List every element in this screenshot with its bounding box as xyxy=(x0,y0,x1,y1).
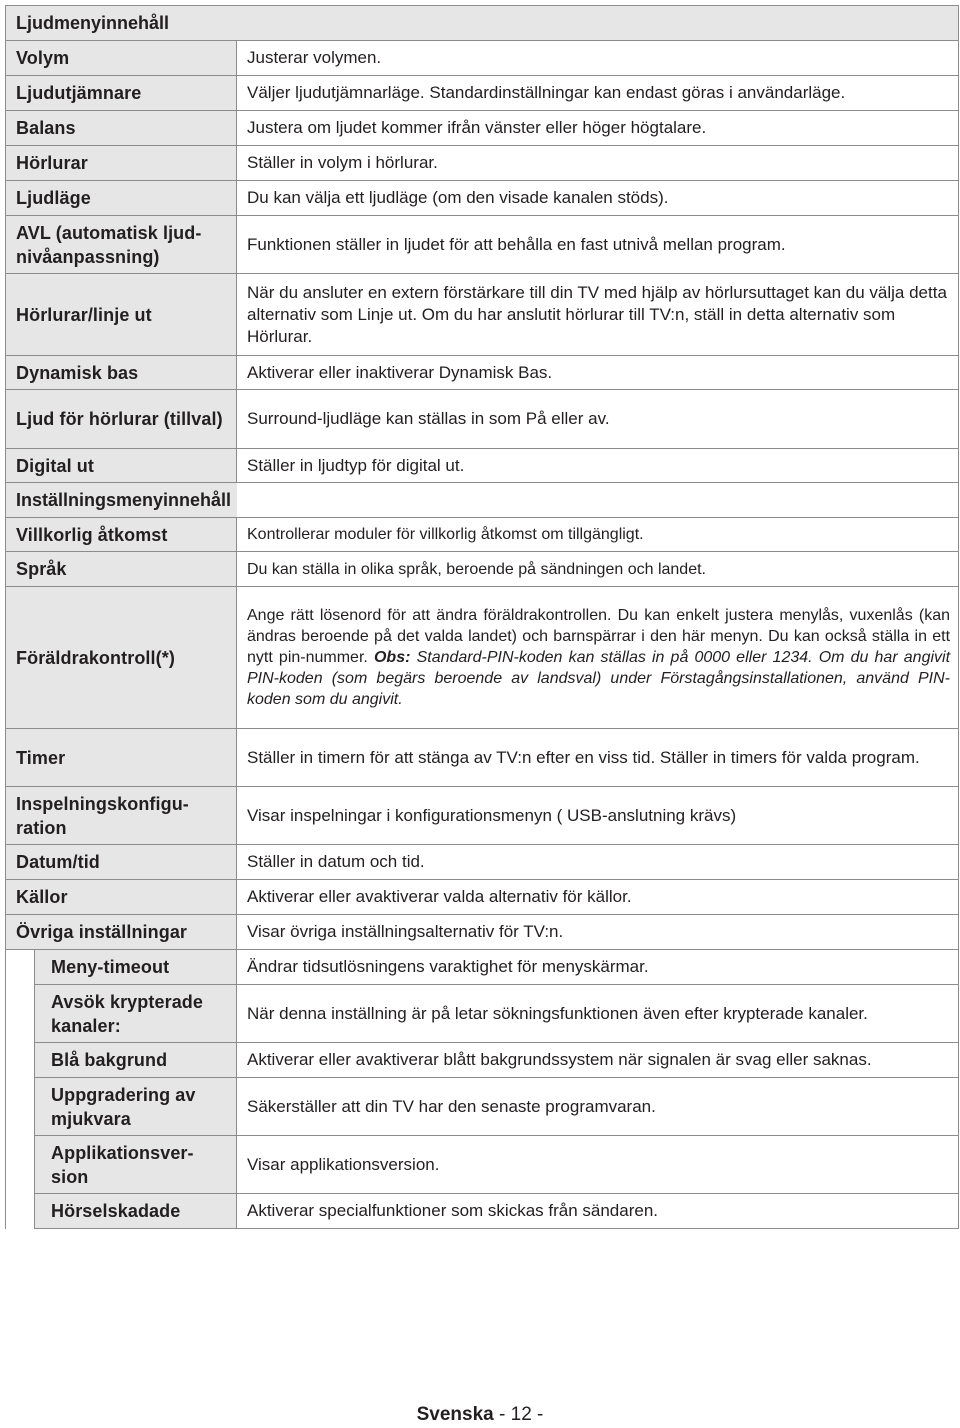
note-label: Obs: xyxy=(373,649,411,666)
sub-rows-gutter xyxy=(6,950,35,1229)
row-description: Säkerställer att din TV har den senaste programvaran. xyxy=(237,1078,959,1136)
table-row xyxy=(6,985,959,1043)
row-label: Inspelningskonfigu-ration xyxy=(6,787,237,845)
table-row xyxy=(6,845,959,880)
row-label: Källor xyxy=(6,880,237,915)
table-row xyxy=(6,1194,959,1229)
row-label: Hörlurar/linje ut xyxy=(6,274,237,356)
table-row xyxy=(6,146,959,181)
row-description: Funktionen ställer in ljudet för att behålla en fast utnivå mellan program. xyxy=(237,216,959,274)
parental-description: Ange rätt lösenord för att ändra föräldrakontrollen. Du kan enkelt justera menylås, vuxenlås (kan ändras beroende på det valda landet) och barnspärrar i den här menyn. Du kan också ställa in ett nytt pin-nummer. xyxy=(247,607,951,666)
table-row xyxy=(6,729,959,787)
row-label: Digital ut xyxy=(6,449,237,483)
row-label: Ljudutjämnare xyxy=(6,76,237,111)
table-row xyxy=(6,915,959,950)
table-row xyxy=(6,390,959,449)
section-header-row xyxy=(6,6,959,41)
row-label: Övriga inställningar xyxy=(6,915,237,950)
row-description: Du kan ställa in olika språk, beroende på sändningen och landet. xyxy=(237,552,959,587)
table-row xyxy=(6,216,959,274)
table-row xyxy=(6,111,959,146)
footer-language: Svenska xyxy=(416,1404,494,1425)
menu-content-table xyxy=(5,5,959,1229)
table-row xyxy=(6,449,959,483)
row-description: Ställer in datum och tid. xyxy=(237,845,959,880)
row-description: Ställer in volym i hörlurar. xyxy=(237,146,959,181)
row-description: Visar övriga inställningsalternativ för TV:n. xyxy=(237,915,959,950)
note-text: Standard-PIN-koden kan ställas in på 0000 eller 1234. Om du har angivit PIN-koden (som begärs beroende av landsval) under Förstagångsinstallationen, använd PIN-koden som du angivit. xyxy=(247,649,951,708)
table-row xyxy=(6,41,959,76)
row-description: Justerar volymen. xyxy=(237,41,959,76)
page-footer xyxy=(0,1404,960,1426)
row-label: Meny-timeout xyxy=(35,950,237,985)
row-description: Visar applikationsversion. xyxy=(237,1136,959,1194)
table-row xyxy=(6,1043,959,1078)
row-description: Aktiverar eller inaktiverar Dynamisk Bas. xyxy=(237,356,959,390)
row-label: Timer xyxy=(6,729,237,787)
row-label: Ljud för hörlurar (tillval) xyxy=(6,390,237,449)
table-row xyxy=(6,880,959,915)
table-row xyxy=(6,76,959,111)
row-description: Aktiverar specialfunktioner som skickas från sändaren. xyxy=(237,1194,959,1229)
table-row xyxy=(6,1078,959,1136)
row-description: Surround-ljudläge kan ställas in som På eller av. xyxy=(237,390,959,449)
row-label: Volym xyxy=(6,41,237,76)
row-description: När denna inställning är på letar sökningsfunktionen även efter krypterade kanaler. xyxy=(237,985,959,1043)
row-label: Dynamisk bas xyxy=(6,356,237,390)
row-label: Blå bakgrund xyxy=(35,1043,237,1078)
row-description: Justera om ljudet kommer ifrån vänster eller höger högtalare. xyxy=(237,111,959,146)
table-row xyxy=(6,552,959,587)
row-description: Kontrollerar moduler för villkorlig åtkomst om tillgängligt. xyxy=(237,518,959,552)
table-row xyxy=(6,1136,959,1194)
row-label: Datum/tid xyxy=(6,845,237,880)
row-label: AVL (automatisk ljud-nivåanpassning) xyxy=(6,216,237,274)
table-row xyxy=(6,356,959,390)
settings-section-header: Inställningsmenyinnehåll xyxy=(6,483,237,518)
row-label: Språk xyxy=(6,552,237,587)
row-description: Aktiverar eller avaktiverar blått bakgrundssystem när signalen är svag eller saknas. xyxy=(237,1043,959,1078)
table-row xyxy=(6,587,959,729)
table-row xyxy=(6,518,959,552)
row-description: Ställer in timern för att stänga av TV:n efter en viss tid. Ställer in timers för valda program. xyxy=(237,729,959,787)
table-row xyxy=(6,950,959,985)
row-label: Uppgradering av mjukvara xyxy=(35,1078,237,1136)
row-description: Ändrar tidsutlösningens varaktighet för menyskärmar. xyxy=(237,950,959,985)
row-label: Villkorlig åtkomst xyxy=(6,518,237,552)
row-description: Aktiverar eller avaktiverar valda alternativ för källor. xyxy=(237,880,959,915)
row-description: Väljer ljudutjämnarläge. Standardinställningar kan endast göras i användarläge. xyxy=(237,76,959,111)
row-label: Hörselskadade xyxy=(35,1194,237,1229)
row-label: Avsök krypterade kanaler: xyxy=(35,985,237,1043)
section-header-row xyxy=(6,483,959,518)
row-description: Ställer in ljudtyp för digital ut. xyxy=(237,449,959,483)
sound-section-header: Ljudmenyinnehåll xyxy=(6,6,959,41)
row-label: Hörlurar xyxy=(6,146,237,181)
row-description: När du ansluter en extern förstärkare till din TV med hjälp av hörlursuttaget kan du välja detta alternativ som Linje ut. Om du har anslutit hörlurar till TV:n, ställ in detta alternativ som Hörlurar. xyxy=(237,274,959,356)
page-number: - 12 - xyxy=(499,1404,544,1425)
row-description: Visar inspelningar i konfigurationsmenyn ( USB-anslutning krävs) xyxy=(237,787,959,845)
table-row xyxy=(6,787,959,845)
row-label: Applikationsver-sion xyxy=(35,1136,237,1194)
row-description xyxy=(237,587,959,729)
row-label: Ljudläge xyxy=(6,181,237,216)
table-row xyxy=(6,274,959,356)
row-label: Balans xyxy=(6,111,237,146)
row-description: Du kan välja ett ljudläge (om den visade kanalen stöds). xyxy=(237,181,959,216)
row-label: Föräldrakontroll(*) xyxy=(6,587,237,729)
table-row xyxy=(6,181,959,216)
